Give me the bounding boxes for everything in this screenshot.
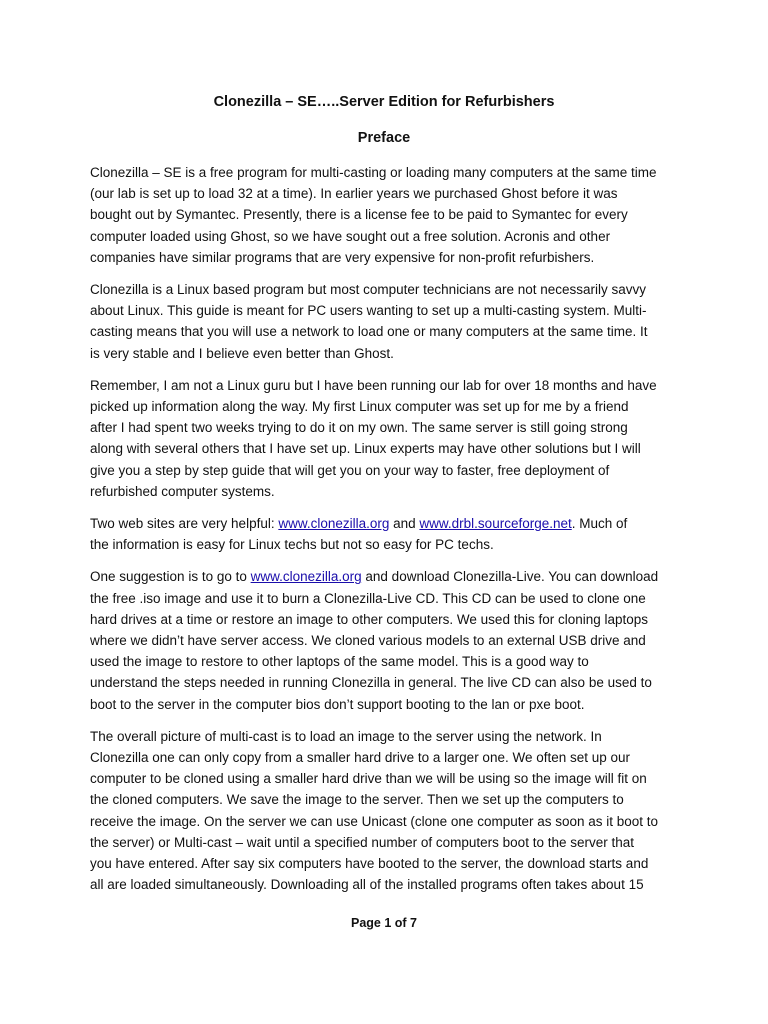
text-line: after I had spent two weeks trying to do it on my own. The same server is still going strong xyxy=(90,420,628,436)
text-line: hard drives at a time or restore an image to other computers. We used this for cloning laptops xyxy=(90,611,649,627)
text-line: Remember, I am not a Linux guru but I have been running our lab for over 18 months and have xyxy=(90,377,657,393)
text-line: the server) or Multi-cast – wait until a specified number of computers boot to the server that xyxy=(90,834,634,850)
clonezilla-link[interactable]: www.clonezilla.org xyxy=(278,516,390,532)
text-line: companies have similar programs that are very expensive for non-profit refurbishers. xyxy=(90,249,595,265)
text-line: The overall picture of multi-cast is to load an image to the server using the network. In xyxy=(90,728,602,744)
text-line: computer loaded using Ghost, so we have sought out a free solution. Acronis and other xyxy=(90,228,611,244)
text-line: (our lab is set up to load 32 at a time). In earlier years we purchased Ghost before it was xyxy=(90,186,618,202)
paragraph-intro xyxy=(90,162,680,268)
paragraph-suggestion xyxy=(90,566,680,714)
paragraph-linux xyxy=(90,279,680,364)
text-line: all are loaded simultaneously. Downloading all of the installed programs often takes about 15 xyxy=(90,877,644,893)
text-line: Clonezilla – SE is a free program for multi-casting or loading many computers at the same time xyxy=(90,165,657,180)
text-line: Clonezilla is a Linux based program but most computer technicians are not necessarily savvy xyxy=(90,282,647,298)
text-line: the cloned computers. We save the image to the server. Then we set up the computers to xyxy=(90,792,624,808)
paragraph-remember xyxy=(90,375,680,502)
suggestion-rest-text: and download Clonezilla-Live. You can download xyxy=(361,569,659,585)
text-line: you have entered. After say six computers have booted to the server, the download starts and xyxy=(90,856,649,872)
text-line: give you a step by step guide that will get you on your way to faster, free deployment of xyxy=(90,462,610,478)
text-line: bought out by Symantec. Presently, there is a license fee to be paid to Symantec for every xyxy=(90,207,628,223)
suggestion-intro-text: One suggestion is to go to xyxy=(90,569,251,585)
document-body xyxy=(90,162,680,907)
text-line: is very stable and I believe even better than Ghost. xyxy=(90,345,394,361)
document-title: Clonezilla – SE…..Server Edition for Refurbishers xyxy=(213,94,555,110)
paragraph-websites xyxy=(90,513,680,555)
text-line: refurbished computer systems. xyxy=(90,483,275,499)
text-line: casting means that you will use a network to load one or many computers at the same time. It xyxy=(90,324,648,340)
text-line: boot to the server in the computer bios don’t support booting to the lan or pxe boot. xyxy=(90,696,585,712)
text-line: Clonezilla one can only copy from a smaller hard drive to a larger one. We often set up our xyxy=(90,750,631,766)
text-line: understand the steps needed in running Clonezilla in general. The live CD can also be used to xyxy=(90,675,652,691)
text-line xyxy=(90,566,680,587)
text-line: used the image to restore to other laptops of the same model. This is a good way to xyxy=(90,654,589,670)
websites-intro-text: Two web sites are very helpful: xyxy=(90,516,279,532)
text-line: computer to be cloned using a smaller hard drive than we will be using so the image will fit on xyxy=(90,771,647,787)
clonezilla-link[interactable]: www.clonezilla.org xyxy=(250,569,362,585)
paragraph-overall xyxy=(90,726,680,896)
text-line xyxy=(90,513,680,534)
drbl-sourceforge-link[interactable]: www.drbl.sourceforge.net xyxy=(419,516,572,532)
websites-rest-text: . Much of xyxy=(571,516,628,532)
page-number-footer: Page 1 of 7 xyxy=(351,916,417,930)
text-line: where we didn’t have server access. We cloned various models to an external USB drive and xyxy=(90,633,646,649)
section-heading-preface: Preface xyxy=(357,130,411,146)
websites-and-text: and xyxy=(389,516,420,532)
text-line: about Linux. This guide is meant for PC users wanting to set up a multi-casting system. Multi- xyxy=(90,303,647,319)
text-line: along with several others that I have set up. Linux experts may have other solutions but I will xyxy=(90,441,641,457)
text-line: receive the image. On the server we can use Unicast (clone one computer as soon as it boot to xyxy=(90,813,659,829)
text-line: the information is easy for Linux techs but not so easy for PC techs. xyxy=(90,537,494,553)
text-line: picked up information along the way. My first Linux computer was set up for me by a friend xyxy=(90,399,629,415)
text-line: the free .iso image and use it to burn a Clonezilla-Live CD. This CD can be used to clone one xyxy=(90,590,646,606)
